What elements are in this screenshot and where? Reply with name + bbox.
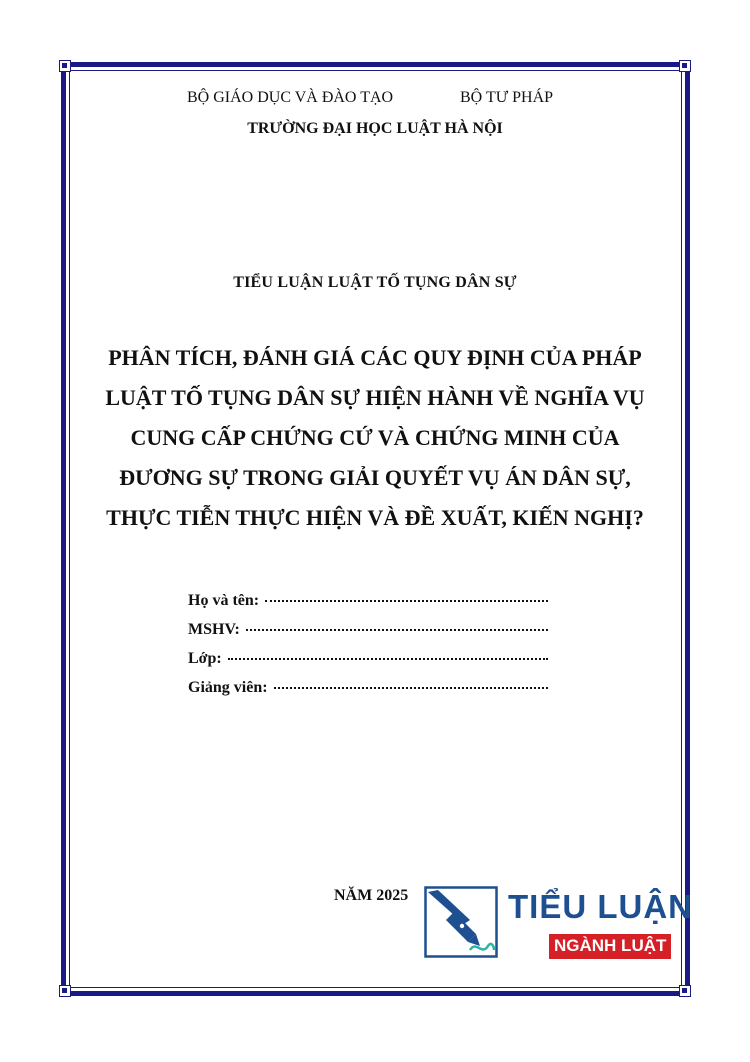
border-corner-ornament: [59, 60, 71, 72]
logo-text-secondary: NGÀNH LUẬT: [549, 934, 671, 959]
document-year: NĂM 2025: [334, 887, 409, 904]
field-class[interactable]: [188, 650, 548, 679]
field-dotted-line: [265, 600, 548, 602]
field-dotted-line: [228, 658, 548, 660]
border-corner-ornament: [59, 985, 71, 997]
border-corner-ornament: [679, 60, 691, 72]
field-label: MSHV:: [188, 621, 240, 638]
field-label: Lớp:: [188, 650, 222, 667]
border-corner-ornament: [679, 985, 691, 997]
logo-text-primary: TIỂU LUẬN: [508, 888, 693, 925]
field-label: Họ và tên:: [188, 592, 260, 609]
title-line: LUẬT TỐ TỤNG DÂN SỰ HIỆN HÀNH VỀ NGHĨA VỤ: [105, 385, 645, 410]
field-lecturer[interactable]: [188, 679, 548, 708]
field-full-name[interactable]: [188, 592, 548, 621]
title-line: PHÂN TÍCH, ĐÁNH GIÁ CÁC QUY ĐỊNH CỦA PHÁP: [108, 345, 642, 370]
field-label: Giảng viên:: [188, 679, 268, 696]
document-subject: TIỂU LUẬN LUẬT TỐ TỤNG DÂN SỰ: [233, 274, 517, 291]
student-info-fields: [188, 592, 548, 708]
title-line: THỰC TIỄN THỰC HIỆN VÀ ĐỀ XUẤT, KIẾN NGHỊ?: [106, 505, 644, 530]
document-title: [80, 338, 670, 538]
title-line: CUNG CẤP CHỨNG CỨ VÀ CHỨNG MINH CỦA: [130, 425, 620, 450]
field-student-id[interactable]: [188, 621, 548, 650]
ministry-education: BỘ GIÁO DỤC VÀ ĐÀO TẠO: [187, 89, 394, 106]
brand-logo: [424, 886, 693, 968]
fountain-pen-icon: [424, 886, 498, 958]
title-line: ĐƯƠNG SỰ TRONG GIẢI QUYẾT VỤ ÁN DÂN SỰ,: [119, 465, 631, 490]
school-name: TRƯỜNG ĐẠI HỌC LUẬT HÀ NỘI: [247, 120, 503, 137]
field-dotted-line: [274, 687, 548, 689]
field-dotted-line: [246, 629, 548, 631]
ministry-justice: BỘ TƯ PHÁP: [460, 89, 554, 106]
